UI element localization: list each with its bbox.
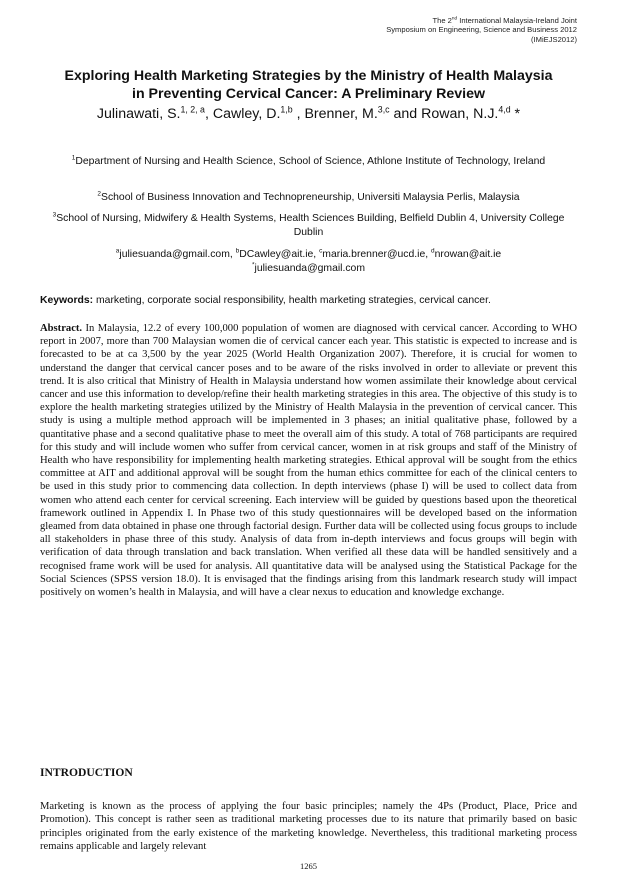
abstract [40,322,577,599]
email-link-d[interactable]: nrowan@ait.ie [434,249,502,260]
page-number: 1265 [300,861,317,871]
paper-title-line2: in Preventing Cervical Cancer: A Preliminary Review [132,86,485,102]
email-link-c[interactable]: maria.brenner@ucd.ie, [322,249,432,260]
email-link-a[interactable]: juliesuanda@gmail.com, [119,249,236,260]
introduction-paragraph: Marketing is known as the process of applying the four basic principles; namely the 4Ps (Product, Place, Price and Promotion). This concept is rather seen as traditional marketing processes due to its nature that primarily based on basic principles originated from the early existence of the marketing knowledge. Nevertheless, this traditional marketing process remains applicable and largely relevant [40,801,577,853]
affiliation-1: $^1$Department of Nursing and Health Science, School of Science, Athlone Institute of Technology, Ireland [71,154,546,167]
conference-header-line3: (IMiEJS2012) [530,34,577,44]
author-list: Julinawati, S.$^{1, 2, a}$, Cawley, D.$^{1,b}$ , Brenner, M.$^{3,c}$ and Rowan, N.J.$^{4,d}$ * [96,104,521,122]
email-link-corresponding[interactable]: juliesuanda@gmail.com [254,262,365,274]
email-line: $^a$juliesuanda@gmail.com, $^b$DCawley@ait.ie, $^c$maria.brenner@ucd.ie, $^d$nrowan@ait.ie [115,247,502,260]
conference-header [257,16,577,44]
affiliation-3: $^3$School of Nursing, Midwifery & Health Systems, Health Sciences Building, Belfield Dublin 4, University College Dublin [52,211,565,238]
keywords-label: Keywords: [40,295,94,306]
section-heading-introduction: INTRODUCTION [40,766,133,779]
paper-title [40,67,577,103]
author-emails [40,248,577,275]
conference-header-line2: Symposium on Engineering, Science and Business 2012 [386,25,577,35]
keywords [40,294,577,308]
abstract-text: In Malaysia, 12.2 of every 100,000 population of women are diagnosed with cervical cancer. According to WHO report in 2007, more than 700 Malaysian women die of cervical cancer each year. This statistic is expected to increase and is forecasted to be at ca 3,500 by the year 2025 (World Health Organization 2007). Therefore, it is crucial for women to understand the danger that cervical cancer poses and to be aware of the risks involved in order to alleviate or prevent this trend. It is also critical that Ministry of Health in Malaysia understand how women assimilate their knowledge about cervical cancer and use this information to develop/refine their health marketing strategies in this area. The objective of this study is to explore the health marketing strategies utilized by the Ministry of Health Malaysia in the prevention of cervical cancer. This study is using a multiple method approach will be implemented in 3 phases; an initial qualitative phase, followed by a quantitative phase and a second qualitative phase to meet the overall aim of this study. A total of 768 participants are required for this study and will include women who suffer from cervical cancer, women in at risk groups and staff of the Ministry of Health who have responsibility for implementing health marketing strategies. Ethical approval will be sought from the ethics committee at AIT and additional approval will be sought from the human ethics committee for each of the clinical centers to be used in this study prior to commencing data collection. In depth interviews (phase I) will be used to collect data from women who attend each center for cervical screening. Each interview will be guided by questions based upon the theoretical framework outlined in Appendix I. In Phase two of this study questionnaires will be developed based on the information gleamed from data obtained in phase one through factorial design. Further data will be collected using focus groups to include all stakeholders in phase three of this study. Analysis of data from in-depth interviews and focus groups will begin with verification of data through translation and back translation. When verified all these data will be handled sensitively and a recognised frame work will be used for analysis. All quantitative data will be analysed using the Statistical Package for the Social Sciences (SPSS version 18.0). It is envisaged that the findings arising from this landmark research study will impact positively on women’s health in Malaysia, and will have a clear nexus to education and knowledge exchange. [40,323,577,599]
conference-header-line1: The 2nd International Malaysia-Ireland Joint [432,15,577,25]
abstract-label: Abstract. [40,323,83,334]
paper-title-line1: Exploring Health Marketing Strategies by the Ministry of Health Malaysia [64,68,553,84]
affiliation-2: $^2$School of Business Innovation and Technopreneurship, Universiti Malaysia Perlis, Malaysia [97,190,520,203]
keywords-text: marketing, corporate social responsibility, health marketing strategies, cervical cancer. [93,295,491,306]
email-link-b[interactable]: DCawley@ait.ie, [239,249,320,260]
corresponding-email-line: *juliesuanda@gmail.com [252,261,365,274]
